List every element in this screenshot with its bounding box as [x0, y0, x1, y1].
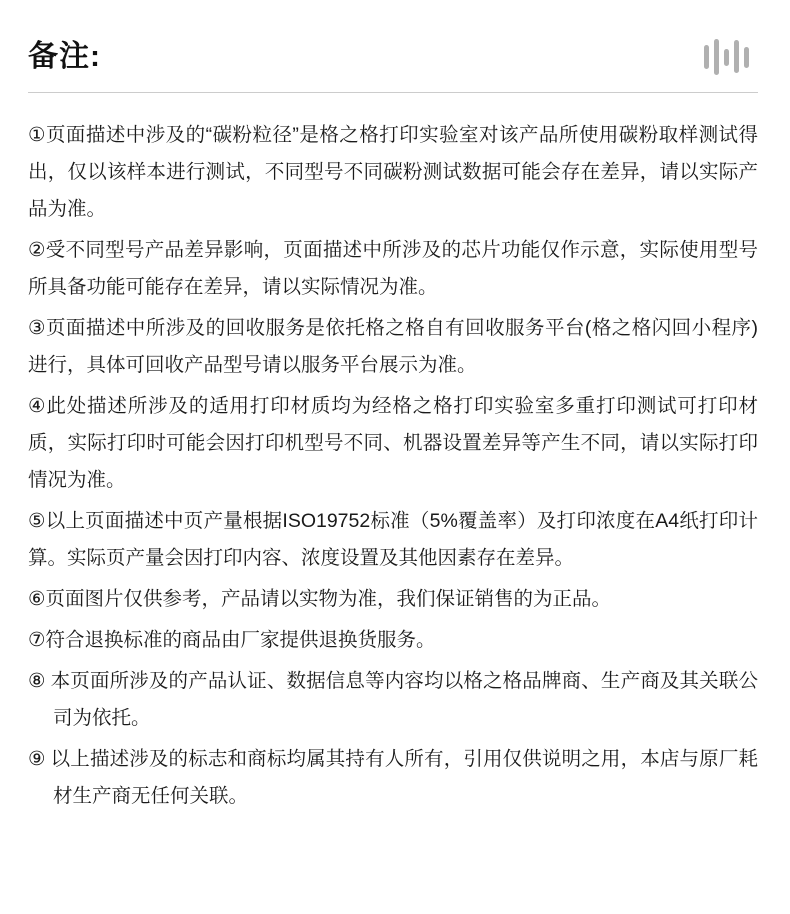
- note-text: 此处描述所涉及的适用打印材质均为经格之格打印实验室多重打印测试可打印材质，实际打印时可能会因打印机型号不同、机器设置差异等产生不同，请以实际打印情况为准。: [28, 395, 758, 491]
- header-divider: [28, 92, 758, 93]
- note-item: [28, 741, 758, 815]
- page-title: 备注:: [28, 40, 101, 73]
- note-number: ⑦: [28, 629, 46, 651]
- note-item: [28, 663, 758, 737]
- note-number: ⑥: [28, 588, 46, 610]
- note-number: ⑧: [28, 670, 46, 692]
- note-text: 页面图片仅供参考，产品请以实物为准，我们保证销售的为正品。: [45, 588, 611, 610]
- page-header: [28, 34, 758, 80]
- note-number: ④: [28, 395, 47, 417]
- note-number: ⑤: [28, 510, 46, 532]
- note-number: ③: [28, 317, 46, 339]
- note-text: 本页面所涉及的产品认证、数据信息等内容均以格之格品牌商、生产商及其关联公司为依托。: [50, 670, 758, 729]
- note-text: 以上页面描述中页产量根据ISO19752标准（5%覆盖率）及打印浓度在A4纸打印计算。实际页产量会因打印内容、浓度设置及其他因素存在差异。: [28, 510, 759, 569]
- note-item: [28, 388, 758, 499]
- note-item: [28, 310, 758, 384]
- note-text: 页面描述中涉及的“碳粉粒径”是格之格打印实验室对该产品所使用碳粉取样测试得出，仅以该样本进行测试，不同型号不同碳粉测试数据可能会存在差异，请以实际产品为准。: [28, 124, 758, 220]
- note-item: [28, 503, 758, 577]
- note-item: [28, 232, 758, 306]
- note-text: 页面描述中所涉及的回收服务是依托格之格自有回收服务平台(格之格闪回小程序)进行，具体可回收产品型号请以服务平台展示为准。: [28, 317, 758, 376]
- note-text: 符合退换标准的商品由厂家提供退换货服务。: [45, 629, 436, 651]
- waveform-bars-icon: [702, 35, 750, 79]
- note-item: [28, 622, 758, 659]
- note-text: 以上描述涉及的标志和商标均属其持有人所有，引用仅供说明之用，本店与原厂耗材生产商无任何关联。: [50, 748, 758, 807]
- note-number: ⑨: [28, 748, 46, 770]
- note-number: ①: [28, 124, 46, 146]
- note-item: [28, 581, 758, 618]
- note-item: [28, 117, 758, 228]
- note-text: 受不同型号产品差异影响，页面描述中所涉及的芯片功能仅作示意，实际使用型号所具备功能可能存在差异，请以实际情况为准。: [28, 239, 758, 298]
- notes-list: [28, 117, 758, 815]
- note-number: ②: [28, 239, 46, 261]
